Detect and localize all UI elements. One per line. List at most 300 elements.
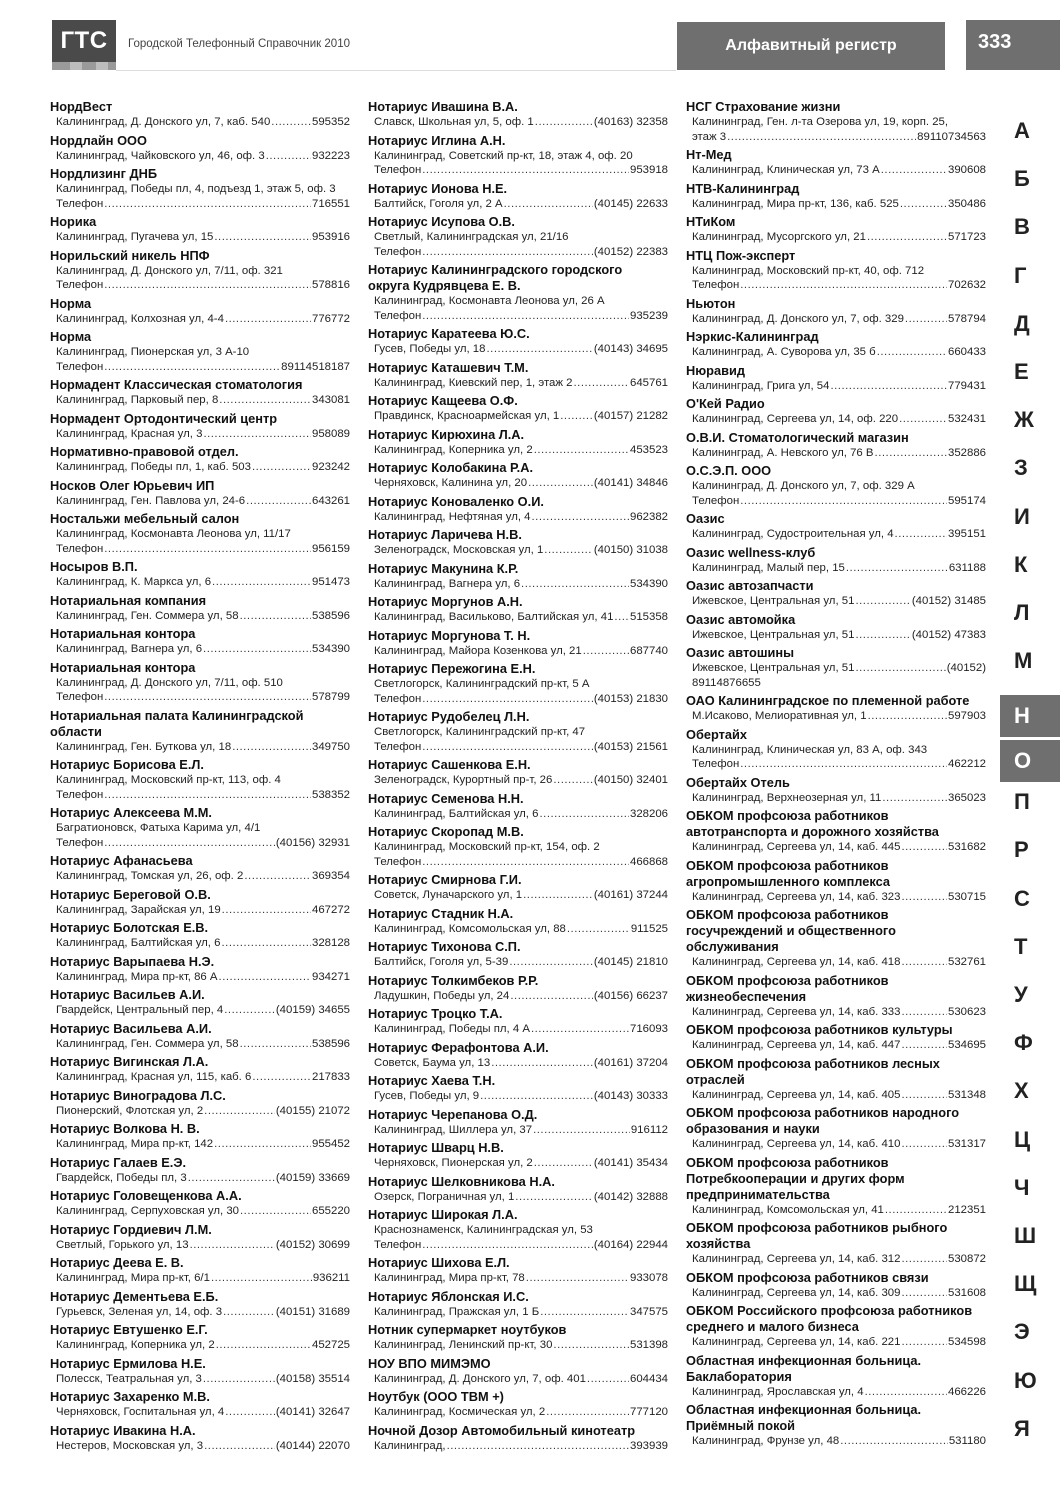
- entry-address: Калининград, Коперника ул, 2: [374, 443, 533, 456]
- directory-entry: [686, 329, 986, 360]
- entry-line: [368, 989, 668, 1004]
- leader-dots: [880, 163, 947, 178]
- entry-line: [686, 890, 986, 905]
- entry-phone: 956159: [311, 542, 350, 555]
- entry-line: [50, 460, 350, 475]
- leader-dots: [103, 836, 275, 851]
- entry-phone: (40143) 30333: [593, 1090, 668, 1102]
- entry-line: [368, 543, 668, 558]
- alphabet-letter[interactable]: Е: [1014, 358, 1029, 384]
- entry-phone: 595352: [311, 116, 350, 128]
- entry-address: Правдинск, Красноармейская ул, 1: [374, 410, 560, 422]
- leader-dots: [202, 427, 311, 442]
- entry-phone: 595174: [947, 494, 986, 507]
- entry-line: [368, 1190, 668, 1205]
- entry-name: Ностальжи мебельный салон: [50, 511, 240, 526]
- leader-dots: [552, 1338, 629, 1353]
- directory-entry: [50, 377, 350, 408]
- entry-name: Областная инфекционная больница.: [686, 1402, 922, 1417]
- entry-phone: 777120: [629, 1406, 668, 1418]
- entry-line: [368, 197, 668, 212]
- entry-address: Калининград, Балтийская ул, 6: [56, 937, 221, 949]
- entry-name: НСГ Страхование жизни: [686, 99, 841, 114]
- directory-entry: [686, 578, 986, 609]
- entry-phone: 953918: [629, 164, 668, 176]
- entry-address: Ижевское, Центральная ул, 51: [692, 595, 855, 607]
- entry-address: Телефон: [56, 360, 104, 373]
- directory-entry: [368, 494, 668, 525]
- entry-phone: 466226: [947, 1385, 986, 1398]
- directory-entry: [50, 1021, 350, 1052]
- directory-entry: [686, 858, 986, 905]
- entry-name: Нотариус Волкова Н. В.: [50, 1121, 200, 1136]
- entry-name: Нотариус Шварц Н.В.: [368, 1140, 504, 1155]
- entry-name: Нотариус Пережогина Е.Н.: [368, 661, 536, 676]
- entry-phone: 217833: [311, 1071, 350, 1083]
- entry-address: Полесск, Театральная ул, 3: [56, 1372, 202, 1385]
- leader-dots: [545, 1405, 629, 1420]
- alphabet-letter[interactable]: Ф: [1014, 1030, 1033, 1056]
- leader-dots: [898, 412, 947, 427]
- leader-dots: [520, 577, 629, 592]
- alphabet-letter[interactable]: Э: [1014, 1319, 1030, 1345]
- entry-name: Нотариус Ивашина В.А.: [368, 99, 518, 114]
- leader-dots: [839, 1434, 948, 1449]
- entry-name: Нотариус Деева Е. В.: [50, 1255, 184, 1270]
- entry-name: Нотариус Хаева Т.Н.: [368, 1073, 496, 1088]
- entry-address: Калининград, Сергеева ул, 14, каб. 309: [692, 1286, 901, 1299]
- entry-phone: (40150) 32401: [593, 774, 668, 786]
- entry-name: ОБКОМ профсоюза работников народного: [686, 1105, 960, 1120]
- entry-line: [50, 230, 350, 245]
- entry-name: Нотариус Виноградова Л.С.: [50, 1087, 226, 1103]
- leader-dots: [900, 1335, 947, 1350]
- entry-line: [368, 725, 668, 740]
- entry-address: Калининград, Ген. Буткова ул, 18: [56, 740, 232, 753]
- entry-phone: 328128: [311, 937, 350, 949]
- leader-dots: [203, 1104, 275, 1119]
- directory-entry: [50, 1088, 350, 1119]
- entry-line: [50, 1171, 350, 1186]
- entry-name: госучреждений и общественного обслуживания: [686, 923, 896, 954]
- alphabet-letter[interactable]: И: [1014, 503, 1030, 529]
- entry-name: Носыров В.П.: [50, 559, 138, 574]
- directory-entry: [686, 1353, 986, 1400]
- alphabet-letter[interactable]: М: [1014, 648, 1033, 674]
- alphabet-letter[interactable]: Т: [1014, 933, 1028, 959]
- leader-dots: [525, 1271, 629, 1286]
- entry-name: Оазис wellness-клуб: [686, 544, 816, 560]
- entry-address: Телефон: [692, 494, 740, 507]
- directory-entry: [50, 1054, 350, 1085]
- entry-name: Ньютон: [686, 295, 736, 311]
- entry-address: Калининград, Сергеева ул, 14, каб. 445: [692, 841, 901, 853]
- entry-name: Нотариус Дементьева Е.Б.: [50, 1288, 219, 1304]
- entry-line: [686, 527, 986, 542]
- entry-line: [368, 443, 668, 458]
- entry-line: [686, 345, 986, 360]
- leader-dots: [485, 342, 592, 357]
- entry-name: Нордлайн ООО: [50, 132, 147, 148]
- directory-entry: [368, 628, 668, 659]
- leader-dots: [220, 936, 311, 951]
- entry-name: Нормативно-правовой отдел.: [50, 444, 239, 459]
- entry-line: [686, 115, 986, 130]
- leader-dots: [509, 989, 593, 1004]
- entry-phone: 212351: [947, 1203, 986, 1216]
- directory-entry: [686, 1022, 986, 1053]
- entry-address: Светлый, Горького ул, 13: [56, 1238, 189, 1251]
- entry-phone: 951473: [311, 576, 350, 588]
- leader-dots: [854, 628, 910, 643]
- entry-address: этаж 3: [692, 130, 727, 143]
- entry-phone: 462212: [947, 758, 986, 770]
- directory-entry: [686, 214, 986, 245]
- alphabet-letter[interactable]: Я: [1014, 1415, 1030, 1441]
- entry-name: Нотариус Широкая Л.А.: [368, 1207, 518, 1222]
- entry-name: ОБКОМ профсоюза работников рыбного: [686, 1220, 948, 1235]
- entry-line: [368, 840, 668, 855]
- entry-line: [368, 807, 668, 822]
- entry-name: Нотариальная палата Калининградской: [50, 707, 304, 723]
- directory-entry: [368, 360, 668, 391]
- directory-entry: [686, 1303, 986, 1350]
- directory-entry: [50, 166, 350, 211]
- entry-name: отраслей: [686, 1071, 745, 1087]
- entry-phone: (40141) 35434: [593, 1157, 668, 1169]
- entry-name: Нотариус Каратеева Ю.С.: [368, 326, 530, 341]
- directory-entry: [368, 1356, 668, 1387]
- entry-name: Нотариус Ларичева Н.В.: [368, 527, 522, 542]
- directory-entry: [50, 987, 350, 1018]
- entry-line: [368, 376, 668, 391]
- entry-address: Калининград, Мира пр-кт, 136, каб. 525: [692, 197, 899, 210]
- leader-dots: [586, 1372, 629, 1387]
- directory-entry: [368, 1140, 668, 1171]
- entry-line: [50, 1070, 350, 1085]
- leader-dots: [829, 379, 947, 394]
- entry-line: [50, 690, 350, 705]
- directory-entry: [368, 133, 668, 178]
- entry-address: Калининград, Киевский пер, 1, этаж 2: [374, 376, 573, 389]
- entry-address: Телефон: [374, 692, 422, 705]
- leader-dots: [187, 1171, 275, 1186]
- entry-name: Нотариус Васильева А.И.: [50, 1020, 212, 1036]
- entry-address: Калининград, Красная ул, 115, каб. 6: [56, 1071, 252, 1083]
- entry-address: Калининград, Клиническая ул, 83 А, оф. 343: [692, 743, 928, 756]
- directory-entry: [368, 757, 668, 788]
- entry-name: Нотариус Болотская Е.В.: [50, 920, 209, 935]
- entry-line: [50, 278, 350, 293]
- directory-entry: [686, 1155, 986, 1218]
- entry-address: Калининград, Серпуховская ул, 30: [56, 1205, 239, 1217]
- leader-dots: [726, 130, 916, 145]
- entry-name: Нордлизинг ДНБ: [50, 166, 158, 181]
- entry-name: Нотариус Сашенкова Е.Н.: [368, 757, 531, 772]
- entry-name: Нотариус Шихова Е.Л.: [368, 1255, 510, 1270]
- alphabet-letter[interactable]: С: [1014, 885, 1030, 911]
- entry-name: Нотариус Захаренко М.В.: [50, 1389, 210, 1404]
- entry-address: Гусев, Победы ул, 18: [374, 343, 486, 355]
- entry-name: области: [50, 723, 102, 739]
- directory-entry: [686, 612, 986, 643]
- entry-name: Нотариус Береговой О.В.: [50, 886, 211, 902]
- directory-entry: [368, 1006, 668, 1037]
- entry-phone: 538596: [311, 609, 350, 622]
- directory-entry: [686, 693, 986, 724]
- logo-decor-block: [96, 62, 108, 70]
- entry-address: Телефон: [374, 309, 422, 322]
- entry-name: Обертайх: [686, 726, 747, 742]
- entry-address: Калининград, Сергеева ул, 14, каб. 405: [692, 1088, 901, 1101]
- entry-line: [368, 1022, 668, 1037]
- leader-dots: [189, 1238, 275, 1253]
- alphabet-letter[interactable]: У: [1014, 982, 1028, 1007]
- entry-address: Калининград, Сергеева ул, 14, каб. 447: [692, 1039, 901, 1051]
- entry-phone: 534598: [947, 1336, 986, 1348]
- entry-address: Калининград, Московский пр-кт, 113, оф. 4: [56, 774, 281, 786]
- entry-address: Калининград, Фрунзе ул, 48: [692, 1435, 840, 1447]
- leader-dots: [239, 1204, 311, 1219]
- alphabet-letter[interactable]: З: [1014, 455, 1028, 481]
- entry-line: [50, 1137, 350, 1152]
- leader-dots: [213, 230, 311, 245]
- leader-dots: [490, 1056, 593, 1071]
- leader-dots: [533, 1156, 593, 1171]
- entry-name: ОБКОМ профсоюза работников: [686, 1154, 889, 1170]
- entry-address: Калининград, Д. Донского ул, 7/11, оф. 321: [56, 264, 283, 277]
- entry-phone: (40141) 34846: [593, 477, 668, 489]
- directory-entry: [50, 1188, 350, 1219]
- entry-line: [50, 642, 350, 657]
- directory-entry: [368, 427, 668, 458]
- entry-line: [368, 510, 668, 525]
- entry-phone: 530715: [947, 890, 986, 903]
- entry-line: [368, 1238, 668, 1253]
- entry-name: Областная инфекционная больница.: [686, 1352, 922, 1368]
- directory-entry: [368, 973, 668, 1004]
- entry-line: [368, 1305, 668, 1320]
- entry-line: [368, 644, 668, 659]
- entry-name: предпринимательства: [686, 1186, 830, 1202]
- entry-phone: (40152) 22383: [593, 245, 668, 258]
- alphabet-letter[interactable]: Н: [1000, 695, 1060, 737]
- entry-phone: (40145) 22633: [593, 197, 668, 210]
- alphabet-letter[interactable]: Х: [1014, 1078, 1029, 1104]
- leader-dots: [503, 197, 593, 212]
- entry-phone: (40156) 32931: [275, 836, 350, 849]
- alphabet-letter[interactable]: О: [1000, 740, 1060, 782]
- entry-phone: 530872: [947, 1253, 986, 1265]
- entry-phone: 953916: [311, 231, 350, 243]
- entry-address: Калининград, Колхозная ул, 4-4: [56, 312, 224, 325]
- entry-name: НТиКом: [686, 214, 736, 229]
- entry-name: Нотариус Тихонова С.П.: [368, 939, 521, 954]
- entry-phone: 350486: [947, 197, 986, 210]
- leader-dots: [534, 115, 593, 130]
- leader-dots: [904, 312, 947, 327]
- leader-dots: [421, 245, 593, 260]
- leader-dots: [884, 1203, 947, 1218]
- entry-address: Калининград, Д. Донского ул, 7, оф. 329: [692, 312, 904, 325]
- entry-phone: 571723: [947, 231, 986, 243]
- directory-entry: [686, 363, 986, 394]
- directory-entry: [368, 1322, 668, 1353]
- entry-phone: (40164) 22944: [593, 1238, 668, 1251]
- alphabet-letter[interactable]: Г: [1014, 262, 1027, 288]
- entry-line: [686, 628, 986, 643]
- leader-dots: [239, 1037, 311, 1052]
- entry-line: [686, 163, 986, 178]
- entry-phone: 923242: [311, 461, 350, 473]
- entry-name: Нотариус Шелковникова Н.А.: [368, 1173, 555, 1189]
- entry-line: [50, 360, 350, 375]
- alphabet-letter[interactable]: Д: [1014, 310, 1030, 336]
- entry-line: [686, 1005, 986, 1020]
- alphabet-letter[interactable]: Ж: [1014, 407, 1034, 433]
- alphabet-letter[interactable]: А: [1014, 118, 1030, 143]
- entry-line: [50, 264, 350, 279]
- entry-address: Калининград, Д. Донского ул, 7/11, оф. 510: [56, 676, 283, 689]
- entry-name: Норильский никель НПФ: [50, 247, 210, 263]
- entry-name: НордВест: [50, 99, 113, 114]
- entry-line: [368, 577, 668, 592]
- entry-name: Нотариус Смирнова Г.И.: [368, 872, 522, 887]
- entry-address: Калининград, Сергеева ул, 14, каб. 418: [692, 956, 901, 968]
- alphabet-letter[interactable]: Р: [1014, 837, 1029, 863]
- entry-address: Калининград, Ген. л-та Озерова ул, 19, корп. 25,: [692, 116, 949, 128]
- entry-phone: 934271: [311, 970, 350, 983]
- entry-address: Телефон: [56, 836, 104, 849]
- alphabet-letter[interactable]: Л: [1014, 599, 1030, 625]
- entry-name: Нотариус Стадник Н.А.: [368, 905, 514, 921]
- directory-entry: [50, 805, 350, 850]
- directory-entry: [50, 411, 350, 442]
- entry-address: Калининград, А. Невского ул, 76 В: [692, 446, 874, 459]
- directory-entry: [50, 853, 350, 884]
- entry-phone: 911525: [630, 922, 668, 935]
- entry-name: Нотариус Галаев Е.Э.: [50, 1154, 187, 1170]
- entry-line: [686, 594, 986, 609]
- entry-line: [686, 479, 986, 494]
- directory-entry: [50, 757, 350, 802]
- leader-dots: [421, 1238, 593, 1253]
- entry-phone: (40152) 47383: [911, 628, 986, 641]
- leader-dots: [103, 197, 311, 212]
- directory-entry: [368, 1423, 668, 1454]
- leader-dots: [867, 709, 947, 724]
- leader-dots: [530, 1022, 629, 1037]
- directory-entry: [686, 1402, 986, 1449]
- entry-name: Нотариус Калининградского городского: [368, 262, 623, 277]
- alphabet-letter[interactable]: Ю: [1014, 1367, 1037, 1393]
- leader-dots: [103, 278, 311, 293]
- entry-name: ОБКОМ профсоюза работников: [686, 972, 889, 988]
- entry-name: Нотариус Иглина А.Н.: [368, 132, 506, 148]
- directory-entry: [368, 1255, 668, 1286]
- directory-entry: [686, 1220, 986, 1267]
- entry-address: Калининград, Сергеева ул, 14, каб. 312: [692, 1253, 901, 1265]
- entry-phone: 343081: [311, 394, 350, 406]
- leader-dots: [874, 446, 947, 461]
- leader-dots: [900, 1038, 947, 1053]
- leader-dots: [218, 970, 311, 985]
- entry-name: Потребкооперации и других форм: [686, 1170, 905, 1186]
- entry-line: [50, 609, 350, 624]
- alphabet-letter[interactable]: П: [1014, 789, 1030, 815]
- entry-phone: 955452: [311, 1138, 350, 1150]
- entry-phone: 604434: [629, 1372, 668, 1385]
- leader-dots: [854, 594, 910, 609]
- alphabet-letter[interactable]: К: [1014, 551, 1028, 577]
- entry-line: [50, 393, 350, 408]
- entry-address: Телефон: [374, 740, 422, 753]
- entry-phone: 933078: [629, 1272, 668, 1284]
- entry-phone: 534390: [629, 577, 668, 590]
- entry-phone: 935239: [629, 309, 668, 322]
- entry-phone: (40141) 32647: [275, 1406, 350, 1418]
- entry-name: Нотариус Ермилова Н.Е.: [50, 1355, 206, 1371]
- entry-phone: 932223: [311, 149, 350, 162]
- entry-phone: 702632: [947, 279, 986, 291]
- entry-address: Гусев, Победы ул, 9: [374, 1090, 480, 1102]
- entry-line: [686, 1335, 986, 1350]
- entry-line: [50, 1439, 350, 1454]
- entry-name: О.В.И. Стоматологический магазин: [686, 429, 909, 445]
- alphabet-letter[interactable]: Ш: [1014, 1222, 1037, 1248]
- entry-phone: 393939: [629, 1439, 668, 1452]
- entry-phone: (40145) 21810: [593, 956, 668, 968]
- entry-address: Калининград, Ген. Соммера ул, 58: [56, 609, 239, 622]
- directory-entry: [368, 393, 668, 424]
- leader-dots: [514, 1190, 593, 1205]
- entry-line: [686, 264, 986, 279]
- entry-name: Нотариус Рудобелец Л.Н.: [368, 709, 530, 724]
- alphabet-letter[interactable]: В: [1014, 214, 1030, 240]
- alphabet-letter[interactable]: Б: [1014, 166, 1030, 192]
- leader-dots: [213, 1137, 311, 1152]
- alphabet-letter[interactable]: Ч: [1014, 1174, 1030, 1200]
- directory-column-1: [50, 99, 350, 1456]
- leader-dots: [446, 1439, 629, 1454]
- leader-dots: [243, 869, 311, 884]
- entry-phone: 538596: [311, 1037, 350, 1050]
- entry-phone: 655220: [311, 1205, 350, 1217]
- entry-name: Нотариус Алексеева М.М.: [50, 805, 212, 820]
- entry-name: Нотариус Яблонская И.С.: [368, 1288, 529, 1304]
- entry-line: [368, 922, 668, 937]
- entry-line: [686, 494, 986, 509]
- entry-line: [368, 773, 668, 788]
- entry-address: Калининград, Верхнеозерная ул, 11: [692, 791, 882, 804]
- entry-name: хозяйства: [686, 1236, 751, 1251]
- leader-dots: [270, 115, 311, 130]
- entry-address: Калининград, Балтийская ул, 6: [374, 807, 539, 820]
- entry-address: Краснознаменск, Калининградская ул, 53: [374, 1224, 593, 1236]
- entry-line: [50, 575, 350, 590]
- leader-dots: [900, 1088, 947, 1103]
- entry-line: [50, 1204, 350, 1219]
- alphabet-letter[interactable]: Щ: [1014, 1271, 1037, 1297]
- alphabet-letter[interactable]: Ц: [1014, 1126, 1031, 1152]
- directory-entry: [686, 645, 986, 690]
- entry-address: Калининград, Ленинский пр-кт, 30: [374, 1339, 553, 1351]
- entry-name: Нотариальная контора: [50, 659, 196, 675]
- directory-entry: [368, 1073, 668, 1104]
- entry-name: Нотариус Семенова Н.Н.: [368, 790, 524, 806]
- entry-name: Нотариус Ферафонтова А.И.: [368, 1039, 549, 1055]
- entry-name: Оазис автозапчасти: [686, 578, 814, 593]
